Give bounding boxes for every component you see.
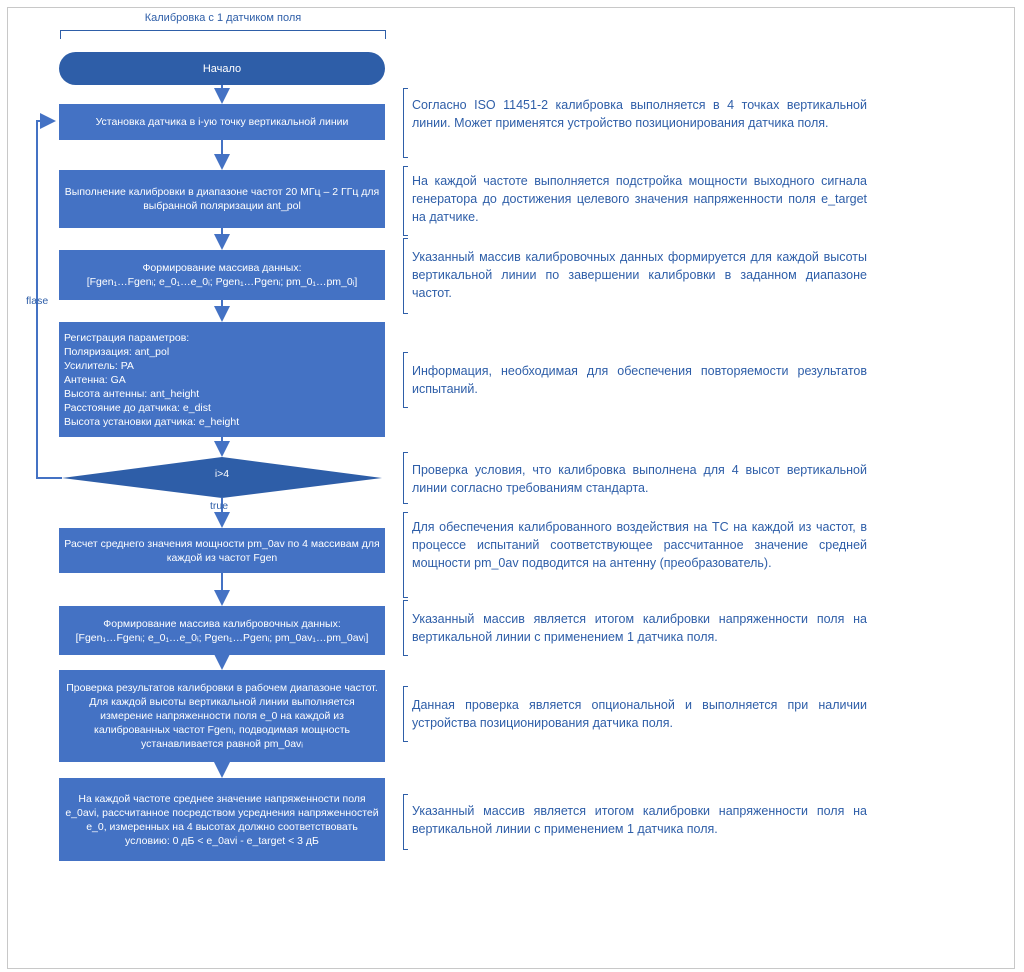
note-repeatability: Информация, необходимая для обеспечения повторяемости результатов испытаний. xyxy=(412,364,867,396)
note-bracket xyxy=(403,166,408,236)
note-data-array: Указанный массив калибровочных данных формируется для каждой высоты вертикальной линии по завершении калибровки в заданном диапазоне частот. xyxy=(412,250,867,300)
note-power-adjust: На каждой частоте выполняется подстройка мощности выходного сигнала генератора до достижения целевого значения напряженности поля e_target на датчике. xyxy=(412,174,867,224)
step-check-condition xyxy=(59,778,385,861)
step-average-power-text: Расчет среднего значения мощности pm_0av по 4 массивам для каждой из частот Fgen xyxy=(64,537,380,564)
step-verify-calibration xyxy=(59,670,385,762)
note-final-result: Указанный массив является итогом калибровки напряженности поля на вертикальной линии с применением 1 датчика поля. xyxy=(412,804,867,836)
note-condition: Проверка условия, что калибровка выполнена для 4 высот вертикальной линии согласно требованиям стандарта. xyxy=(412,463,867,495)
start-label: Начало xyxy=(202,62,242,75)
step-install-sensor xyxy=(59,104,385,140)
edge-label-false: flase xyxy=(26,295,49,307)
step-form-calibration-array-value: [Fgen₁…Fgenᵢ; e_0₁…e_0ᵢ; Pgen₁…Pgenᵢ; pm_0av₁…pm_0avᵢ] xyxy=(75,631,369,644)
param-line: Высота установки датчика: e_height xyxy=(64,415,240,428)
note-bracket xyxy=(403,686,408,742)
param-line: Поляризация: ant_pol xyxy=(64,345,170,358)
note-bracket xyxy=(403,794,408,850)
decision-label: i>4 xyxy=(214,468,230,480)
param-line: Антенна: GA xyxy=(64,373,126,386)
step-install-sensor-text: Установка датчика в i-ую точку вертикальной линии xyxy=(95,116,349,128)
note-bracket xyxy=(403,600,408,656)
param-line: Усилитель: PA xyxy=(64,359,134,372)
diagram-title: Калибровка с 1 датчиком поля xyxy=(144,12,302,24)
note-bracket xyxy=(403,238,408,314)
step-average-power xyxy=(59,528,385,573)
step-run-calibration-text: Выполнение калибровки в диапазоне частот 20 МГц – 2 ГГц для выбранной поляризации ant_pol xyxy=(64,186,380,212)
step-form-data-array-title: Формирование массива данных: xyxy=(142,262,302,274)
note-optional-check: Данная проверка является опциональной и выполняется при наличии устройства позиционирования датчика поля. xyxy=(412,698,867,730)
step-register-params xyxy=(59,322,385,437)
step-run-calibration xyxy=(59,170,385,228)
note-array-result: Указанный массив является итогом калибровки напряженности поля на вертикальной линии с применением 1 датчика поля. xyxy=(412,612,867,644)
note-bracket xyxy=(403,512,408,598)
param-line: Высота антенны: ant_height xyxy=(64,387,200,400)
step-form-data-array xyxy=(59,250,385,300)
note-average-power: Для обеспечения калиброванного воздействия на ТС на каждой из частот, в процессе испытаний соответствующее рассчитанное значение средней мощности pm_0av подводится на антенну (преобразователь). xyxy=(412,520,867,570)
edge-label-true: true xyxy=(210,500,229,512)
param-line: Расстояние до датчика: e_dist xyxy=(64,401,211,414)
step-verify-calibration-text: Проверка результатов калибровки в рабочем диапазоне частот. Для каждой высоты вертикальной линии выполняется измерение напряженности поля e_0 на каждой из калиброванных частот Fgenᵢ, подводимая мощность устанавливается равной pm_0avᵢ xyxy=(66,682,378,750)
param-line: Регистрация параметров: xyxy=(64,331,190,344)
note-iso: Согласно ISO 11451-2 калибровка выполняется в 4 точках вертикальной линии. Может применятся устройство позиционирования датчика поля. xyxy=(412,98,867,130)
step-check-condition-text: На каждой частоте среднее значение напряженности поля e_0avi, рассчитанное посредством усреднения напряженностей e_0, измеренных на 4 высотах должно соответствовать условию: 0 дБ < e_0avi - e_target < 3 дБ xyxy=(65,792,379,847)
step-form-calibration-array-title: Формирование массива калибровочных данных: xyxy=(103,617,341,630)
step-form-data-array-value: [Fgen₁…Fgenᵢ; e_0₁…e_0ᵢ; Pgen₁…Pgenᵢ; pm_0₁…pm_0ᵢ] xyxy=(86,276,358,288)
step-form-calibration-array xyxy=(59,606,385,655)
note-bracket xyxy=(403,88,408,158)
start-terminal xyxy=(59,52,385,85)
note-bracket xyxy=(403,352,408,408)
note-bracket xyxy=(403,452,408,504)
